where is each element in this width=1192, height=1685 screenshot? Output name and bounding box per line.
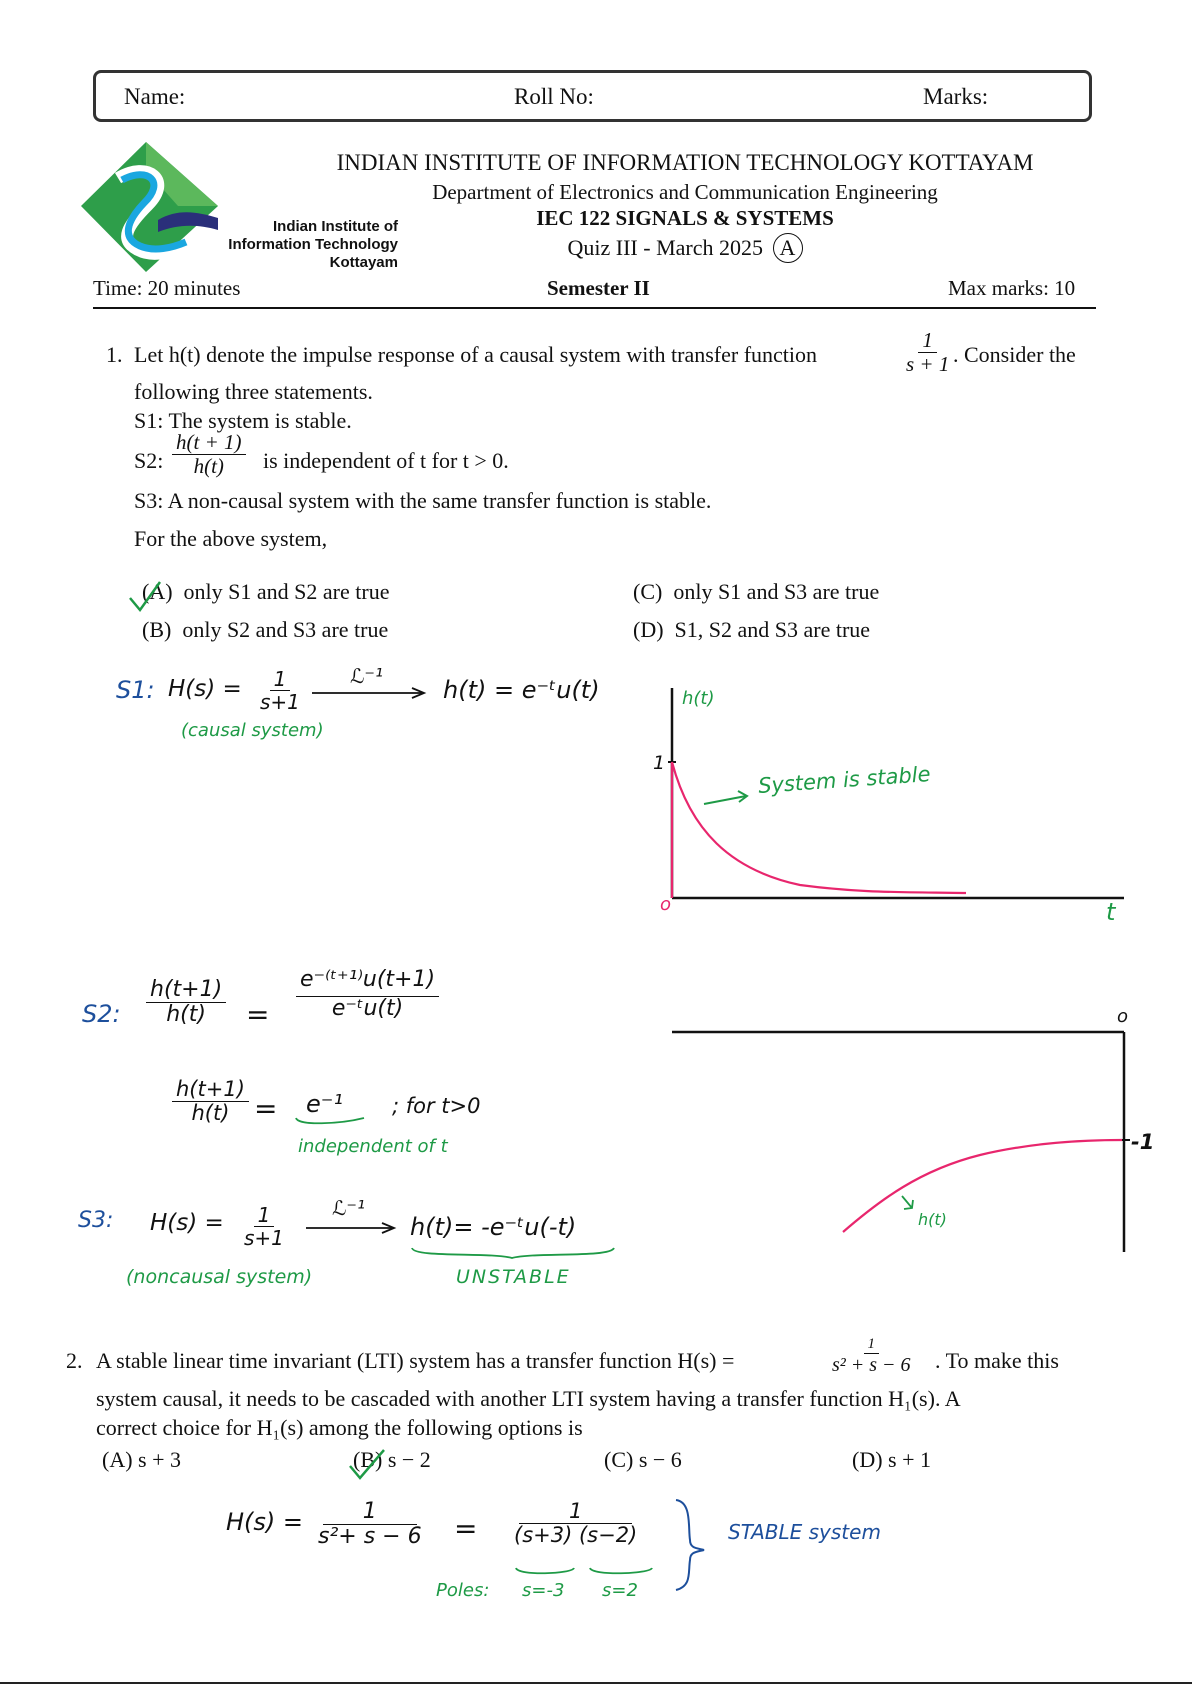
- note-q2-num: 1: [323, 1500, 417, 1525]
- note-s1-frac: [256, 668, 304, 713]
- q2-tf-num: 1: [864, 1336, 880, 1354]
- max-marks-info: Max marks: 10: [948, 276, 1076, 300]
- q1-option-c[interactable]: [633, 579, 879, 605]
- quiz-label: Quiz III - March 2025: [567, 235, 763, 260]
- note-s3-frac: [240, 1204, 288, 1249]
- logo-line-3: Kottayam: [329, 254, 398, 271]
- note-s2b-independent: independent of t: [298, 1136, 448, 1157]
- note-q2-pole1-brace: [516, 1568, 574, 1573]
- graph1-xlabel: t: [1106, 898, 1116, 926]
- graph2-label-arrow: [902, 1196, 913, 1209]
- note-q2-eq: H(s) =: [226, 1508, 304, 1536]
- q1-text-a: Let h(t) denote the impulse response of a causal system with transfer function: [134, 342, 818, 367]
- institute-logo: [78, 140, 398, 278]
- graph1-one-label: 1: [653, 752, 666, 774]
- note-s3-den: s+1: [244, 1226, 284, 1250]
- note-q2-poles-label: Poles:: [436, 1580, 490, 1601]
- note-s2-rhs-num: e⁻⁽ᵗ⁺¹⁾u(t+1): [296, 968, 439, 997]
- note-s3-result: h(t)= -e⁻ᵗu(-t): [410, 1213, 577, 1241]
- note-s3-laplace: ℒ⁻¹: [332, 1196, 365, 1220]
- q1-statement-s3: S3: A non-causal system with the same transfer function is stable.: [134, 488, 712, 513]
- note-q2-stable: STABLE system: [728, 1520, 881, 1544]
- note-s2-num: h(t+1): [146, 978, 226, 1003]
- note-s2b-den: h(t): [191, 1101, 230, 1126]
- note-s2-label: S2:: [82, 1000, 121, 1028]
- graph2-label: h(t): [918, 1210, 947, 1229]
- q2-tf-den: s² + s − 6: [832, 1353, 911, 1376]
- note-q2-curly-brace: [676, 1500, 704, 1590]
- note-s2b-equals: =: [254, 1092, 278, 1125]
- note-s2-equals: =: [246, 998, 270, 1031]
- q1-option-a-mark: (A): [142, 579, 173, 604]
- note-q2-pole2: s=2: [602, 1580, 638, 1601]
- department-title: Department of Electronics and Communication Engineering: [432, 180, 938, 204]
- q1-option-c-text: only S1 and S3 are true: [673, 579, 880, 604]
- q1-s2-den: h(t): [193, 454, 224, 479]
- q1-transfer-function: [902, 329, 953, 376]
- course-title: IEC 122 SIGNALS & SYSTEMS: [536, 206, 834, 230]
- note-s3-num: 1: [254, 1204, 275, 1227]
- q2-text-b: . To make this: [935, 1348, 1059, 1373]
- note-s3-unstable: UNSTABLE: [456, 1266, 571, 1288]
- note-s1-laplace: ℒ⁻¹: [350, 664, 383, 688]
- note-s2b-rhs: e⁻¹: [306, 1090, 344, 1118]
- q1-tf-num: 1: [918, 329, 937, 353]
- graph1-stable-note: System is stable: [757, 762, 932, 798]
- quiz-title: [300, 233, 1070, 263]
- marks-label: Marks:: [923, 84, 989, 109]
- q2-transfer-function: [828, 1336, 915, 1376]
- graph2-curve: [843, 1140, 1122, 1232]
- q2-text-d: correct choice for H₁(s) among the following options is: [96, 1415, 583, 1440]
- note-s3-arrowhead: [382, 1223, 394, 1233]
- roll-no-label: Roll No:: [514, 84, 594, 109]
- q2-option-b[interactable]: (B) s − 2: [353, 1447, 431, 1472]
- q1-statement-s2-frac: [172, 431, 246, 478]
- note-q2-pole2-brace: [590, 1568, 652, 1573]
- note-q2-den: s²+ s − 6: [318, 1524, 422, 1550]
- note-s2b-cond: ; for t>0: [392, 1094, 481, 1118]
- q1-text-c: following three statements.: [134, 379, 373, 404]
- q2-option-d[interactable]: (D) s + 1: [852, 1447, 932, 1472]
- q1-s2-num: h(t + 1): [172, 431, 246, 455]
- graph1-note-arrow: [704, 796, 746, 804]
- q1-option-b[interactable]: [142, 617, 388, 643]
- note-q2-equals: =: [454, 1512, 478, 1545]
- q1-option-b-mark: (B): [142, 617, 172, 642]
- graph1-note-arrowhead: [738, 791, 747, 802]
- set-badge: A: [773, 233, 803, 263]
- q1-stem: [134, 342, 817, 368]
- q2-text-c: system causal, it needs to be cascaded with another LTI system having a transfer function H₁(s). A: [96, 1386, 961, 1411]
- note-s1-num: 1: [270, 668, 291, 691]
- q1-statement-s2-label: S2:: [134, 448, 164, 473]
- logo-line-2: Information Technology: [228, 236, 398, 253]
- q2-option-a[interactable]: (A) s + 3: [102, 1447, 182, 1472]
- note-s3-label: S3:: [78, 1208, 114, 1233]
- note-q2-num2: 1: [519, 1500, 632, 1524]
- graph1-ylabel: h(t): [682, 688, 715, 709]
- institute-title: INDIAN INSTITUTE OF INFORMATION TECHNOLOGY KOTTAYAM: [336, 150, 1034, 175]
- time-info: Time: 20 minutes: [93, 276, 241, 300]
- q1-option-a[interactable]: [142, 579, 389, 605]
- q2-option-c[interactable]: (C) s − 6: [604, 1447, 682, 1472]
- note-s1-arrowhead: [412, 688, 424, 698]
- note-q2-frac2: [510, 1500, 641, 1547]
- note-s1-label: S1:: [116, 676, 155, 704]
- q1-number: 1.: [106, 342, 123, 367]
- note-s2b-frac: [172, 1078, 249, 1125]
- note-s2-rhs-den: e⁻ᵗu(t): [331, 996, 404, 1022]
- note-s2-den: h(t): [166, 1002, 206, 1028]
- note-s3-brace: [412, 1248, 614, 1258]
- q2-number: 2.: [66, 1348, 83, 1373]
- q1-option-c-mark: (C): [633, 579, 663, 604]
- graph2-minus1: -1: [1131, 1130, 1155, 1154]
- name-label: Name:: [124, 84, 186, 109]
- graph2-origin: o: [1117, 1006, 1129, 1027]
- q1-option-b-text: only S2 and S3 are true: [182, 617, 389, 642]
- note-s1-eq: H(s) =: [168, 676, 242, 702]
- note-s2-rhs: [296, 968, 439, 1021]
- note-s1-result: h(t) = e⁻ᵗu(t): [443, 676, 600, 704]
- note-s3-eq: H(s) =: [150, 1210, 224, 1236]
- q1-option-d-text: S1, S2 and S3 are true: [674, 617, 871, 642]
- note-s2-frac: [146, 978, 226, 1027]
- q2-text-a: A stable linear time invariant (LTI) system has a transfer function H(s) =: [96, 1348, 735, 1373]
- q1-option-d-mark: (D): [633, 617, 664, 642]
- q1-statement-s1: S1: The system is stable.: [134, 408, 352, 433]
- note-s3-noncausal: (noncausal system): [126, 1266, 313, 1288]
- note-s2b-num: h(t+1): [172, 1078, 249, 1102]
- note-q2-pole1: s=-3: [522, 1580, 565, 1601]
- q1-lead: For the above system,: [134, 526, 328, 551]
- semester-info: Semester II: [547, 276, 650, 300]
- note-q2-den2: (s+3) (s−2): [514, 1523, 638, 1548]
- graph1-origin: o: [660, 894, 672, 915]
- note-s1-causal: (causal system): [181, 720, 324, 741]
- q1-text-b: . Consider the: [953, 342, 1076, 367]
- note-q2-frac: [314, 1500, 426, 1549]
- note-s1-den: s+1: [260, 690, 300, 714]
- logo-line-1: Indian Institute of: [273, 218, 398, 235]
- header-divider: [93, 307, 1096, 309]
- note-s2b-brace: [296, 1118, 364, 1123]
- q1-option-d[interactable]: [633, 617, 870, 643]
- q1-option-a-text: only S1 and S2 are true: [183, 579, 390, 604]
- q1-statement-s2-rest: is independent of t for t > 0.: [263, 448, 509, 473]
- q1-tf-den: s + 1: [906, 352, 950, 377]
